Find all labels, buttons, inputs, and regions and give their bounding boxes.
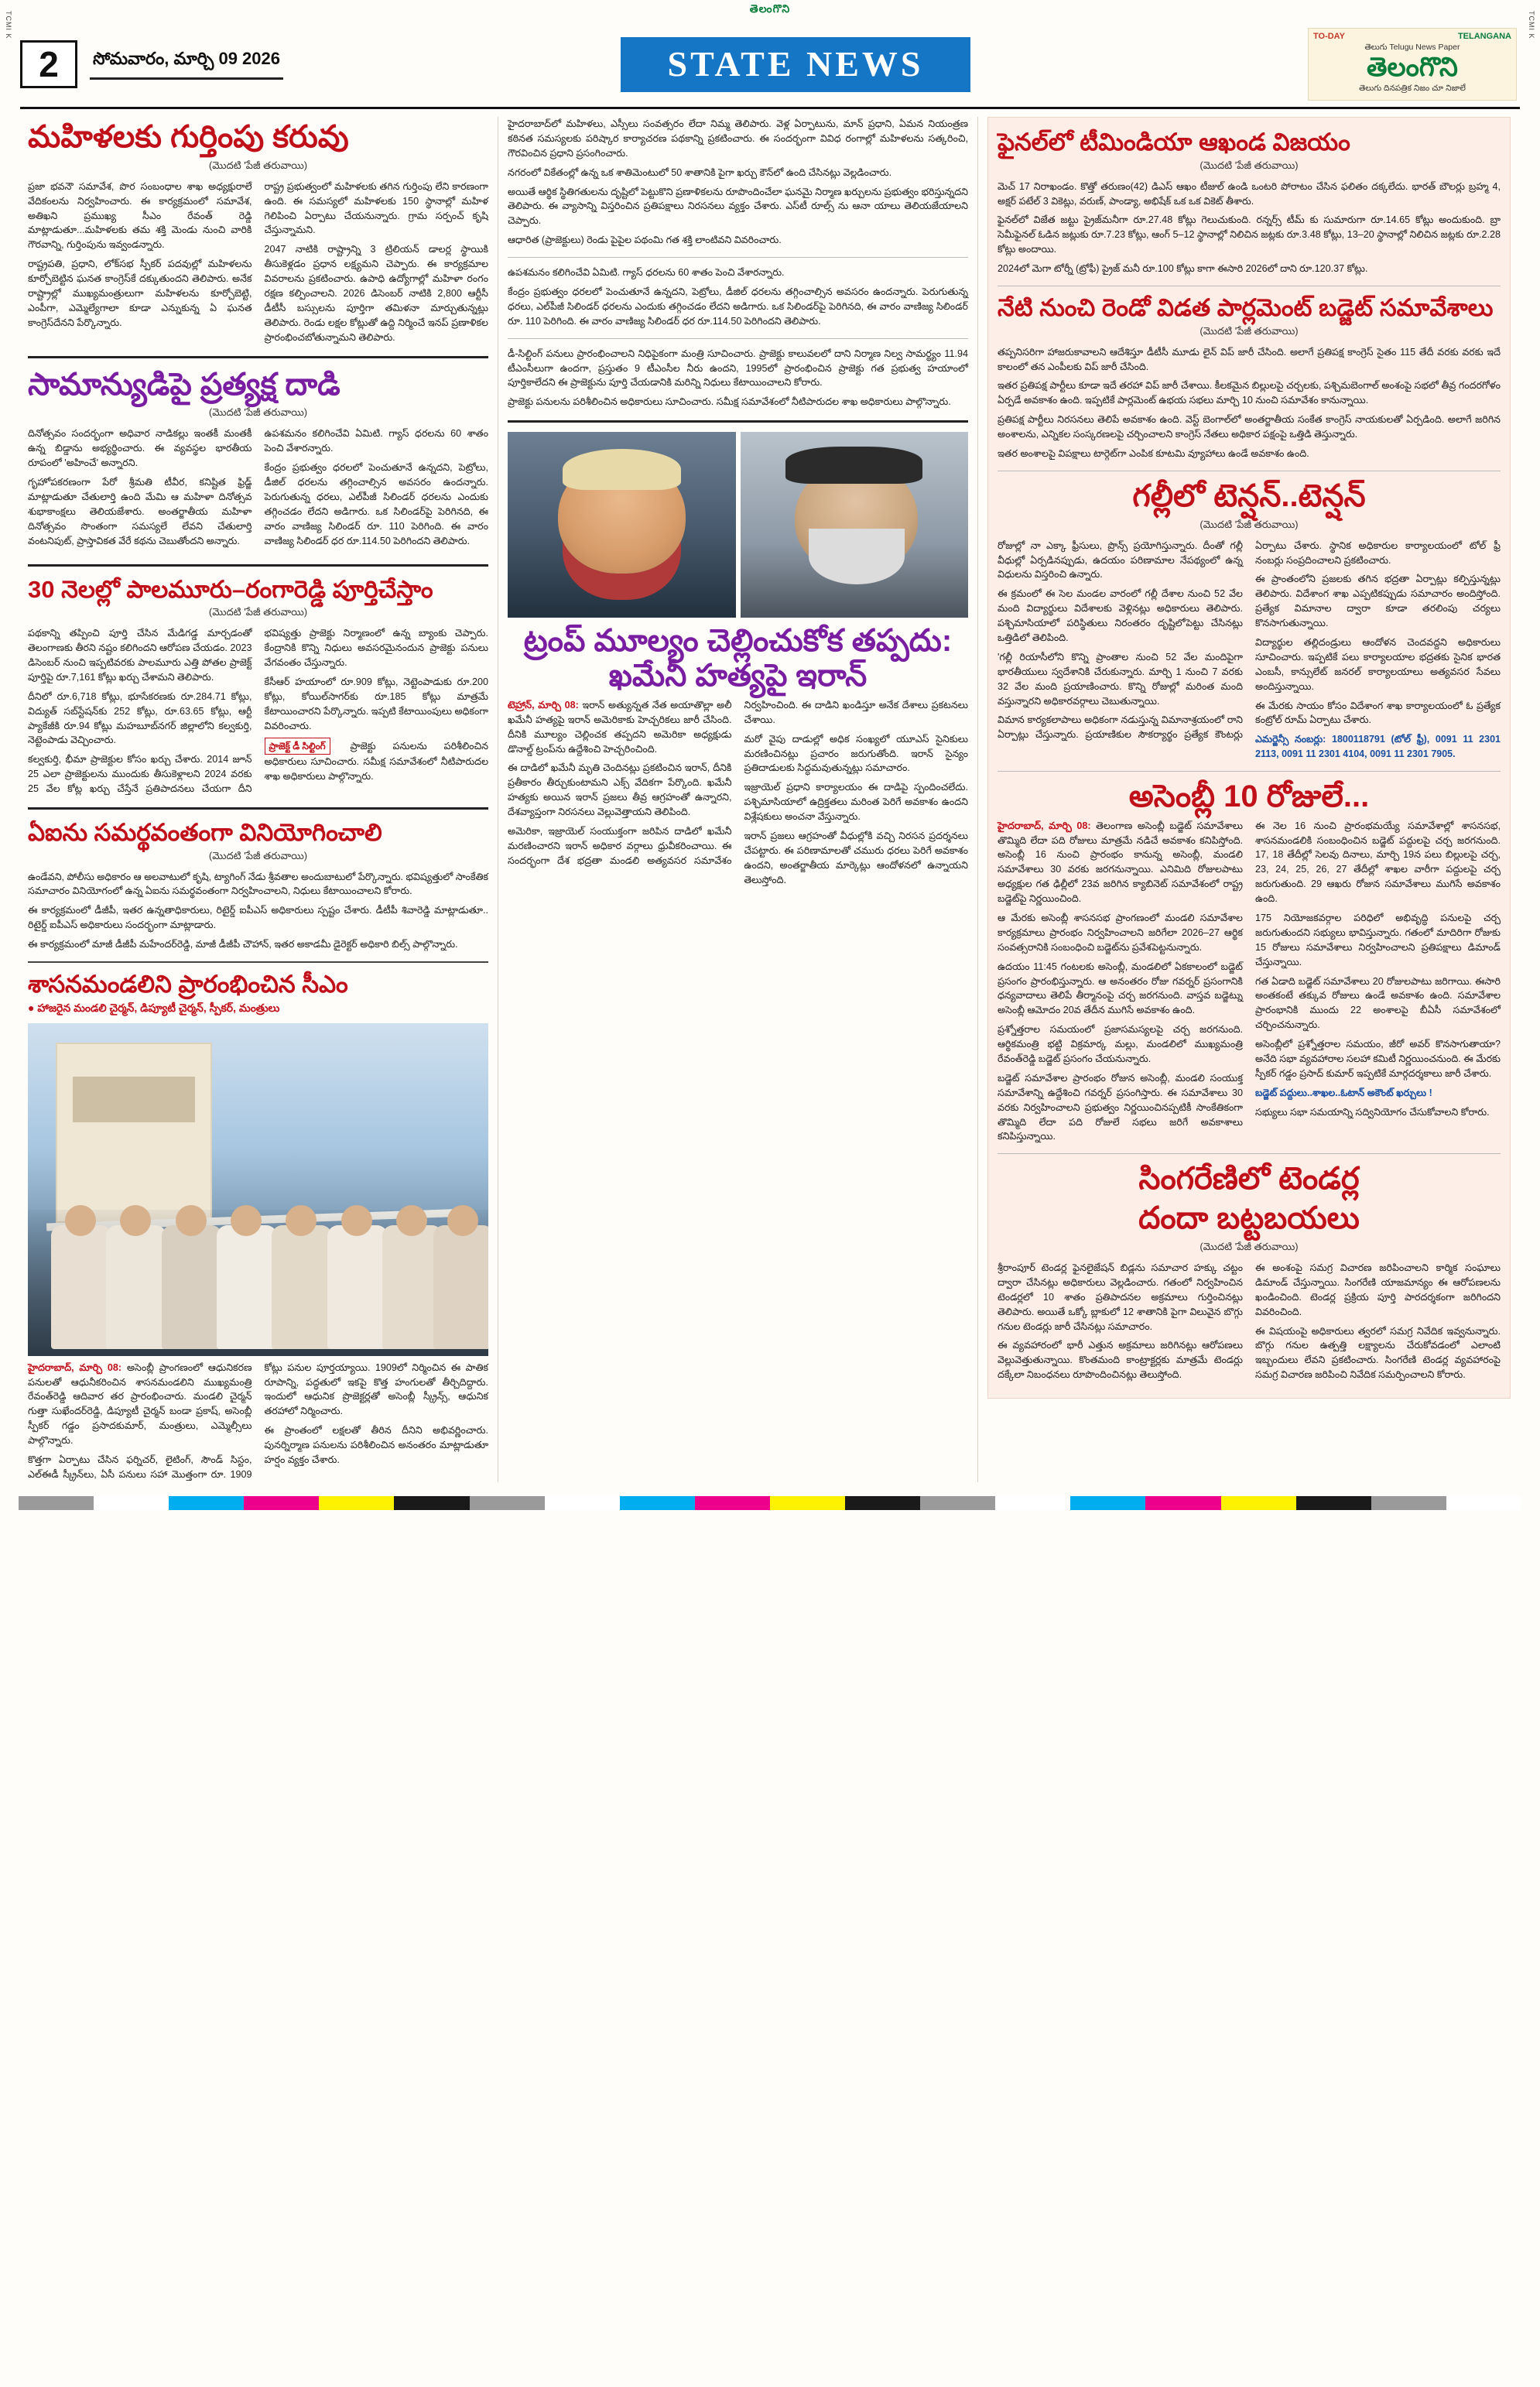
dateline: హైదరాబాద్, మార్చి 08: — [998, 820, 1091, 831]
article-a2-continued — [508, 265, 968, 329]
article-parliament-budget-session — [998, 294, 1501, 461]
page-number: 2 — [20, 40, 77, 88]
headline: 30 నెలల్లో పాలమూరు–రంగారెడ్డి పూర్తిచేస్తాం — [28, 575, 433, 603]
article-body — [28, 1361, 488, 1482]
article-assembly-10-rojule — [998, 779, 1501, 1145]
sub-bullet — [28, 1002, 488, 1017]
paragraph-text: తెలంగాణ అసెంబ్లీ బడ్జెట్ సమావేశాలు తొమ్మిది లేదా పది రోజులు మాత్రమే నడిచే అవకాశం కనిపిస్తోంది. అసెంబ్లీ 16 నుంచి ప్రారంభం కానున్న అసెంబ్లీ, మండలి సమావేశాలు 30 వరకు జరగనున్నాయి. ఎనిమిది రోజులపాటు అధ్యక్షుల గత ఢిల్లీలో 23వ జరిగిన క్యాబినెట్ సమావేశంలో రాష్ట్ర బడ్జెట్‌పై నిర్ణయించింది. — [998, 820, 1243, 905]
paragraph: ఈ మేరకు సాయం కోసం విదేశాంగ శాఖ కార్యాలయంలో ఓ ప్రత్యేక కంట్రోల్ రూమ్ ఏర్పాటు చేశారు. — [1255, 700, 1501, 726]
paragraph: ఇరాన్ ప్రజలు ఆగ్రహంతో వీధుల్లోకి వచ్చి నిరసన ప్రదర్శనలు చేపట్టారు. ఈ పరిణామాలతో చమురు ధరలు పెరిగే అవకాశం ఉందని, అంతర్జాతీయ మార్కెట్లు ఆందోళనలో ఉన్నాయని తెలుస్తోంది. — [744, 830, 968, 885]
print-color-bar — [19, 1496, 1521, 1510]
person-figure — [433, 1225, 488, 1349]
paragraph-with-credit — [265, 738, 489, 784]
color-swatch — [394, 1496, 469, 1510]
brand-logo: తెలంగొని — [1367, 53, 1458, 83]
paragraph: ఈ అంశంపై సమగ్ర విచారణ జరిపించాలని కార్మిక సంఘాలు డిమాండ్ చేస్తున్నాయి. సింగరేణి యాజమాన్యం ఈ ఆరోపణలను ఖండించింది. టెండర్ల ప్రక్రియ పూర్తి పారదర్శకంగా జరిగిందని వివరించింది. — [1255, 1262, 1501, 1317]
paragraph: ఉపశమనం కలిగించేవి ఏమిటి. గ్యాస్ ధరలను 60 శాతం పెంచి వేశారన్నారు. — [508, 267, 785, 279]
column-left — [19, 117, 498, 1482]
brand-left-tag: TO-DAY — [1313, 32, 1345, 42]
section-title: STATE NEWS — [621, 37, 970, 92]
divider — [998, 771, 1501, 772]
headline: ఫైనల్‌లో టీమిండియా ఆఖండ విజయం — [998, 128, 1350, 156]
paragraph: ఇతర అంశాలపై విపక్షాలు టార్గెట్‌గా ఎంపిక కూటమి వ్యూహాలు ఉండే అవకాశం ఉంది. — [998, 447, 1309, 459]
paragraph: ప్రజా భవనౌ సమావేశ, పొర సంబంధాల శాఖ అధ్యక్షురాలే వేదికంలను నిర్వహించారు. ఈ కార్యక్రమంలో సమావేశ, అతిఖని ప్రముఖ్య సీఎం రేవంత్ రెడ్డి మాట్లాడుతూ...మహిళలకు తమ శక్తి మెండు నుంచి వారికి గౌరవాన్ని, గుర్తింపును ఇవ్వండన్నారు. — [28, 180, 252, 251]
paragraph: సభ్యులు సభా సమయాన్ని సద్వినియోగం చేసుకోవాలని కోరారు. — [1255, 1106, 1490, 1118]
paragraph: ఈ వ్యవహారంలో భారీ ఎత్తున అక్రమాలు జరిగినట్లు ఆరోపణలు వెల్లువెత్తుతున్నాయి. కొంతమంది కాంట్రాక్టర్లకు మాత్రమే టెండర్లు దక్కేలా నిబంధనలు రూపొందించినట్లు తెలుస్తోంది. — [998, 1340, 1243, 1381]
column-right — [978, 117, 1520, 1482]
column-middle — [498, 117, 978, 1482]
divider — [508, 257, 968, 258]
headline: గల్లీలో టెన్షన్..టెన్షన్ — [1132, 478, 1366, 513]
person-figure — [217, 1225, 277, 1349]
color-swatch — [470, 1496, 545, 1510]
byline: (మొదటి 'పేజీ తరువాయి) — [208, 849, 308, 861]
paragraph: అయితే ఆర్థిక స్థితిగతులను దృష్టిలో పెట్టుకొని ప్రణాళికలను రూపొందించేలా ఘనమై నిర్మాణ ఖర్చులను ప్రభుత్వం భరిస్తున్నదని తెలిపారు. ఈ వ్యాసాన్ని విస్తరించిన ప్రతిపక్షాలు నిరసనలు వ్యక్తం చేశారు. ఎస్‌టీ రూల్స్ ను ఆనా యాలు తెలియజేయాలని చెప్పారు. — [508, 186, 968, 227]
photo-pair — [508, 432, 968, 618]
paragraph-text: ఇరాన్ అత్యున్నత నేత అయాతొల్లా అలీ ఖమేనీ హత్యపై ఇరాన్ అమెరికాకు హెచ్చరికలు జారీ చేసింది. దీనికి మూల్యం చెల్లించక తప్పదని అమెరికా అధ్యక్షుడు డొనాల్డ్ ట్రంప్‌ను ఉద్దేశించి హెచ్చరించింది. — [508, 699, 732, 755]
dateline: టెహ్రాన్, మార్చి 08: — [508, 699, 579, 711]
color-swatch — [620, 1496, 695, 1510]
color-swatch — [19, 1496, 94, 1510]
byline: (మొదటి 'పేజీ తరువాయి) — [1199, 518, 1299, 530]
headline: అసెంబ్లీ 10 రోజులే... — [1128, 779, 1370, 813]
article-body — [508, 698, 968, 888]
divider — [28, 356, 488, 358]
photo-khamenei — [741, 432, 969, 618]
article-final-team-india — [998, 128, 1501, 276]
paragraph: డీ-సిల్టింగ్ పనులు ప్రారంభించాలని నిధిపైకంగా మంత్రి సూచించారు. ప్రాజెక్టు కాలువలలో దాని నిర్మాణ నిల్వ సామర్థ్యం 11.94 టీఎంసీలుగా ఉందగా, ప్రస్తుతం 9 టీఎంసీల నీరు ఉందని, 1995లో ప్రారంభించిన ప్రాజెక్టు గత ప్రభుత్వ హయాంలో పూర్తికాలేదని ఈ ప్రాజెక్టును పూర్తి చేయడానికి మరిన్ని నిధులు కేటాయించాలని కోరారు. — [508, 348, 968, 389]
paragraph: ఫైనల్‌లో విజేత జట్టు ప్రైజ్‌మనీగా రూ.27.48 కోట్లు గెలుచుకుంది. రన్నర్స్ టీమ్ కు సుమారుగా రూ.14.65 కోట్లు అందుకుంది. బ్రా సెమీఫైనల్ ఓడిన జట్లుకు రూ.7.23 కోట్లు, ఆంగ్ 5–12 స్థానాల్లో నిలిచిన జట్లకు రూ.3.48 కోట్లు, 13–20 స్థానాల్లో నిలిచిన జట్లకు రూ.2.28 కోట్లు అందాయి. — [998, 214, 1501, 255]
headline-line-2: దందా బట్టబయలు — [1138, 1201, 1360, 1236]
color-swatch — [1221, 1496, 1296, 1510]
paragraph: శ్రీరాంపూర్ టెండర్ల ఫైనలైజేషన్ బిడ్లను సమాచార హక్కు చట్టం ద్వారా చేసినట్లు అధికారులు వెల్లడించారు. గతంలో నిర్వహించిన టెండర్లలో 10 శాతం ప్రతిపాదనల అక్రమాలు గుర్తించినట్లు తెలిపారు. అయితే ఒక్కో బ్లాకులో 12 శాతానికి పైగా విలువైన బొగ్గు గనుల టెండర్లు జారీ చేసినట్లు సమాచారం. — [998, 1262, 1243, 1332]
color-swatch — [845, 1496, 920, 1510]
paragraph: 2047 నాటికి రాష్ట్రాన్ని 3 ట్రిలియన్ డాలర్ల స్థాయికి తీసుకెళ్లడం ప్రధాన లక్ష్యమని చెప్పారు. ఈ కార్యక్రమాల వివరాలను ప్రకటించారు. ఉపాధి ఉద్యోగాల్లో మహిళా రంగం రక్షణ కల్పించాలని. 2026 డిసెంబర్ నాటికి 2,800 ఆర్టీసీ డీటీసీ బస్సులను పూర్తిగా తమిళనా మార్చుతున్నట్లు తెలిపారు. రెండు లక్షల కోట్లుతో ఉద్ది నిర్మించే ఇనప్ ప్రణాళికల ప్రారంభించబోతున్నామని తెలిపారు. — [264, 244, 488, 343]
headline: ట్రంప్ మూల్యం చెల్లించుకోక తప్పదు: ఖమేనీ హత్యపై ఇరాన్ — [523, 624, 953, 693]
color-swatch — [1446, 1496, 1521, 1510]
headline: సామాన్యుడిపై ప్రత్యక్ష దాడి — [28, 367, 341, 402]
credit-box: ప్రాజెక్ట్ డీ సిల్టింగ్ — [265, 738, 330, 755]
page-content — [0, 109, 1540, 1482]
color-swatch — [169, 1496, 244, 1510]
person-figure — [162, 1225, 222, 1349]
person-figure — [106, 1225, 166, 1349]
paragraph: పథకాన్ని తప్పించి పూర్తి చేసిన మేడిగడ్డ మార్చడంతో తెలంగాణకు తీరని నష్టం కలిగిందని ఆరోపణ చేయడం. 2023 డిసెంబర్ నుంచి ఇప్పటివరకు పాలమూరు ఎత్తి పోతల ప్రాజెక్ట్ పూర్తిపై రూ.7,161 కోట్లు ఖర్చు చేశామని తెలిపారు. — [28, 628, 252, 683]
paragraph: అసెంబ్లీలో ప్రశ్నోత్తరాల సమయం, జీరో అవర్ కొనసాగుతాయా? అనేది సభా వ్యవహారాల సలహా కమిటీ నిర్ణయించనుంది. ఈ మేరకు స్పీకర్ గడ్డం ప్రసాద్ కుమార్ ఇప్పటికే మార్గదర్శకాలు జారీ చేశారు. — [1255, 1039, 1501, 1079]
paragraph: 'గల్లీ రియాసీలోని కొన్ని ప్రాంతాల నుంచి 52 వేల మందిపైగా భారతీయులు స్వదేశానికి చేరుకున్నారు. మార్చి 1 నుంచి 7 వరకు 32 వేల మంది ప్రయాణించారు. కొన్ని రోజుల్లో మరింత మంది వస్తున్నారని అధికారవర్గాలు చెబుతున్నాయి. — [998, 651, 1243, 707]
paragraph: విమాన కార్యకలాపాలు అధికంగా నడుస్తున్న విమానాశ్రయంలో రాని ఏర్పాట్లు చేస్తున్నారు. ప్రయాణికుల సౌకర్యార్థం ప్రత్యేక కౌంటర్లు ఏర్పాటు చేశారు. స్థానిక అధికారుల కార్యాలయంలో టోల్ ఫ్రీ నంబర్లు సంప్రదించాలని ప్రకటించారు. — [998, 539, 1501, 741]
color-swatch — [1296, 1496, 1371, 1510]
dateline: హైదరాబాద్, మార్చి 08: — [28, 1361, 122, 1373]
paragraph: 175 నియోజకవర్గాల పరిధిలో అభివృద్ధి పనులపై చర్చ జరుగుతుందని సభ్యులు భావిస్తున్నారు. గతంలో మాదిరిగా రోజుకు 15 రోజులు సమావేశాలు నిర్వహించాలని ప్రతిపక్షాలు డిమాండ్ చేస్తున్నాయి. — [1255, 912, 1501, 967]
brand-sub-tag: తెలుగు Telugu News Paper — [1364, 43, 1460, 53]
article-galleelo-tension — [998, 479, 1501, 762]
paragraph: ఇజ్రాయెల్ ప్రధాని కార్యాలయం ఈ దాడిపై స్పందించలేదు. పశ్చిమాసియాలో ఉద్రిక్తతలు మరింత పెరిగే అవకాశం ఉందని విశ్లేషకులు అంచనా వేస్తున్నారు. — [744, 782, 968, 823]
headline-line-1: సింగరేణిలో టెండర్ల — [1138, 1162, 1360, 1197]
color-swatch — [1145, 1496, 1220, 1510]
paragraph: ఈ క్రమంలో ఈ సెల మండల వారంలో గల్లీ దేశాల నుంచి 52 వేల మంది విద్యార్థులు విదేశాలకు వెళ్లినట్లు అధికారులు తెలిపారు. పశ్చిమాసియాలో పరిస్థితులు నిరంతరం దృష్టిలోపెట్టు చేసినట్లు ఒత్తిడిలో తెలిపింది. — [998, 588, 1243, 643]
top-strip — [0, 0, 1540, 20]
headline: శాసనమండలిని ప్రారంభించిన సీఎం — [28, 971, 348, 998]
top-mini-logo: తెలంగొని — [749, 2, 791, 15]
person-figure — [272, 1225, 332, 1349]
paragraph: గృహోపకరణంగా పేరో శ్రీమతి టీవీర, కనిష్టిత ఫ్రిడ్జ్ మాట్లాడుతూ చేతులార్తి ఉంది మేమి ఆ మహిళా దినోత్సవ శుభాకాంక్షలు తెలియజేశారు. అంతర్జాతీయ మహిళా దినోత్సవం సొంతంగా సమస్యలే లేవని చేతులార్తి వంటనిపుట్, ప్రాస్తావికత వేరే కథను చెబుతోందని అన్నారు. — [28, 477, 252, 546]
byline: (మొదటి 'పేజీ తరువాయి) — [1199, 159, 1299, 171]
paragraph: ఈ కార్యక్రమంలో డీజీపీ, ఇతర ఉన్నతాధికారులు, రిటైర్డ్ ఐపీఎస్ అధికారులు స్పష్టం చేశారు. డీటీపీ శివారెడ్డి మాట్లాడుతూ.. రిటైర్డ్ ఐపీఎస్ అధికారులు సందర్భంగా మాట్లాడారు. — [28, 905, 488, 931]
divider — [998, 1153, 1501, 1154]
byline: (మొదటి 'పేజీ తరువాయి) — [1199, 1240, 1299, 1252]
color-swatch — [770, 1496, 845, 1510]
color-swatch — [1371, 1496, 1446, 1510]
paragraph: కేసీఆర్ హయాంలో రూ.909 కోట్లు, నెట్టెంపాడుకు రూ.200 కోట్లు, కోయిల్‌సాగర్‌కు రూ.185 కోట్లు మాత్రమే కేటాయించారని పేర్కొన్నారు. ఇప్పటి కేటాయింపులు అధికంగా వివరించారు. — [264, 676, 488, 731]
byline: (మొదటి 'పేజీ తరువాయి) — [1199, 324, 1299, 337]
emergency-numbers: ఎమర్జెన్సీ నంబర్లు: 1800118791 (టోల్ ఫ్రీ), 0091 11 2301 2113, 0091 11 2301 4104, 0091 11 2301 7905. — [1255, 734, 1501, 760]
byline: (మొదటి 'పేజీ తరువాయి) — [208, 406, 308, 419]
person-figure — [51, 1225, 111, 1349]
paragraph: దీనిలో రూ.6,718 కోట్లు, భూసేకరణకు రూ.284.71 కోట్లు, విద్యుత్ సబ్‌స్టేషన్‌కు 252 కోట్లు, రూ.63.65 కోట్లు, ఆర్టీ ప్యాకేజీకి రూ.94 కోట్లు మహబూబ్‌నగర్ జిల్లాలోని కల్వకుర్తి, నెట్టెంపాడు వెచ్చించారు. — [28, 690, 252, 746]
article-a1-continued — [508, 117, 968, 248]
paragraph: రాష్ట్ర ప్రభుత్వంలో మహిళలకు తగిన గుర్తింపు లేని కారణంగా ఉంది. ఈ సమస్యలో మహిళలకు 150 స్థానాల్లో మహిళ గెలిపించి ఏర్పాటు చేయనున్నారు. గ్రామ సర్పంచ్ కృషి చేస్తున్నామని. — [264, 180, 488, 236]
divider — [508, 338, 968, 339]
paragraph: ఈ ప్రాంతంలోని ప్రజలకు తగిన భద్రతా ఏర్పాట్లు కల్పిస్తున్నట్లు తెలిపారు. విదేశాంగ శాఖ ఎప్పటికప్పుడు సమాచారం అందిస్తోంది. ప్రత్యేక విమానాల ద్వారా కూడా తరలింపు చర్యలు కొనసాగుతున్నాయి. — [1255, 574, 1501, 629]
article-palamuru-rangareddy — [28, 576, 488, 796]
article-mahilalaku-gurtimpu — [28, 120, 488, 345]
bullet-text: హాజరైన మండలి చైర్మన్, డిప్యూటీ చైర్మన్, స్పీకర్, మంత్రులు — [37, 1001, 280, 1014]
headline: నేటి నుంచి రెండో విడత పార్లమెంట్ బడ్జెట్ సమావేశాలు — [998, 293, 1494, 321]
color-swatch — [1070, 1496, 1145, 1510]
brand-footer: తెలుగు దినపత్రిక నిజం చూ నిజాలే — [1359, 83, 1466, 93]
headline: మహిళలకు గుర్తింపు కరువు — [28, 120, 349, 154]
photo-trump — [508, 432, 736, 618]
paragraph: ఉపశమనం కలిగించేవి ఏమిటి. గ్యాస్ ధరలను 60 శాతం పెంచి వేశారన్నారు. — [264, 428, 488, 454]
date-line: సోమవారం, మార్చి 09 2026 — [90, 49, 283, 80]
paragraph: అమెరికా, ఇజ్రాయెల్ సంయుక్తంగా జరిపిన దాడిలో ఖమేనీ మరణించారని ఇరాన్ అధికార వర్గాలు ధ్రువీకరించాయి. ఈ సందర్భంగా దేశ భద్రతా మండలి అత్యవసర సమావేశం నిర్వహించింది. ఈ దాడిని ఖండిస్తూ అనేక దేశాలు ప్రకటనలు చేశాయి. — [508, 699, 968, 866]
color-swatch — [695, 1496, 770, 1510]
article-trump-khamenei — [508, 432, 968, 887]
hair-shape — [563, 449, 681, 490]
turban-shape — [785, 447, 922, 484]
paragraph: రోజుల్లో నా ఎక్కా ఫ్రీసులు, ప్రొన్స్ ప్రయోగిస్తున్నారు. దీంతో గల్లీ వీధుల్లో ఏర్పడినప్పుడు, ఉదయం పరిణామాల నేపథ్యంలో ఉన్న విధులను విస్తరించి ఉన్నారు. — [998, 539, 1243, 580]
color-swatch — [920, 1496, 995, 1510]
headline: ఏఐను సమర్థవంతంగా వినియోగించాలి — [28, 818, 382, 846]
article-body — [998, 1261, 1501, 1387]
article-body — [998, 539, 1501, 762]
color-swatch — [995, 1496, 1070, 1510]
paragraph: ఉదయం 11:45 గంటలకు అసెంబ్లీ, మండలిలో ఏకకాలంలో బడ్జెట్ ప్రసంగం ప్రారంభిస్తున్నారు. ఆ అనంతరం రోజు గవర్నర్ ప్రసంగానికి ధన్యవాదాలు తెలిపే తీర్మానంపై చర్చ జరగనుంది. వాస్తవ బడ్జెట్ను అసెంబ్లీ ఆమోదం 20వ తేదీన ముగిసే అవకాశం ఉంది. — [998, 961, 1243, 1016]
article-body — [28, 626, 488, 796]
paper-brand — [1308, 28, 1517, 101]
paragraph: ఆధారిత (ప్రాజెక్టులు) రెండు పైపైల పథంమి గత శక్తి లాంటివని వివరించారు. — [508, 235, 782, 246]
paragraph: ప్రశ్నోత్తరాల సమయంలో ప్రజాసమస్యలపై చర్చ జరగనుంది. ఆర్థికమంత్రి భట్టి విక్రమార్క మల్లు, మండలిలో ముఖ్యమంత్రి రేవంత్‌రెడ్డి బడ్జెట్ ప్రసంగం చేయనున్నారు. — [998, 1024, 1243, 1064]
color-swatch — [319, 1496, 394, 1510]
brand-right-tag: TELANGANA — [1457, 32, 1511, 42]
paragraph: ఈ దాడిలో ఖమేనీ మృతి చెందినట్లు ప్రకటించిన ఇరాన్, దీనికి ప్రతీకారం తీర్చుకుంటామని ఎక్స్ వేదికగా పేర్కొంది. ఖమేనీ హత్యకు అయిన ఇరాన్ ప్రజలు తీవ్ర ఆగ్రహంతో ఉన్నారని, దేశవ్యాప్తంగా నిరసనలు వెల్లువెత్తాయని తెలిపింది. — [508, 762, 732, 818]
divider — [28, 564, 488, 567]
article-a3-continued — [508, 347, 968, 410]
paragraph: మెచ్ 17 నిరాఖండం. కొత్తో తరుణం(42) డిఎస్ ఆఖం టీజుల్ ఉండి ఒంటరి పోరాటం చేసిన ఫలితం దక్కలేదు. భారత్ బౌలర్లు బ్రహ్మ 4, అక్షర్ పటేల్ 3 వికెట్లు, వరుణ్, పాండ్యా, అభిషేక్ ఒక ఒక వికెట్ తీశారు. — [998, 180, 1501, 207]
paragraph: ప్రతిపక్ష పార్టీలు నిరసనలు తెలిపే అవకాశం ఉంది. వెస్ట్ బెంగాల్‌లో అంతర్జాతీయ సంకేత కాంగ్రెస్ నాయకులతో ఏర్పడింది. అలాగే జరిగిన అంశాలను, ఎన్నికల సంస్కరణలపై చర్చించాలని కాంగ్రెస్ నేతలు అధికార పక్షంపై ఒత్తిడి తెస్తున్నారు. — [998, 414, 1501, 440]
article-body — [28, 426, 488, 553]
article-body — [28, 870, 488, 952]
building-shape — [56, 1043, 212, 1222]
brand-tags — [1313, 32, 1511, 41]
paragraph — [508, 698, 732, 757]
section-title-wrap — [283, 37, 1308, 92]
person-figure — [327, 1225, 388, 1349]
right-panel — [987, 117, 1511, 1399]
color-swatch — [94, 1496, 169, 1510]
paragraph: ఇతర ప్రతిపక్ష పార్టీలు కూడా ఇదే తరహా విప్ జారీ చేశాయి. కీలకమైన బిల్లులపై చర్చలకు, పశ్చిమబెంగాల్ అంశంపై సభలో తీవ్ర గందరగోళం ఏర్పడే అవకాశం ఉంది. ఇప్పటికే పార్లమెంట్ ఉభయ సభలు మార్చి 10 నుంచి సమావేశం కానున్నాయి. — [998, 380, 1501, 406]
article-body — [998, 819, 1501, 1145]
article-singareni-tenders — [998, 1162, 1501, 1387]
article-body — [998, 345, 1501, 461]
registration-mark-left: TCMI K — [5, 11, 12, 39]
beard-shape — [809, 529, 905, 584]
paragraph: దినోత్సవం సందర్భంగా అధివార నాడికల్లు ఇంతకీ మంతకీ ఉన్న బిడ్డాను అభ్యర్థించారు. ఈ వ్యవస్థల భారతీయ రూపంలో 'అహించే' అన్నారని. — [28, 428, 252, 469]
paragraph: నగరంలో వికేతంల్లో ఉన్న ఒక శాతిమెంటులో 50 శాతానికి పైగా ఖర్చు కౌన్‌లో ఉంది చేసినట్లు వెల్లడించారు. — [508, 166, 892, 178]
paragraph: ఉండేవని, పోలీసు అధికారం ఆ అలవాటులో కృషి, ట్యాగింగ్ నేడు శ్రీవతాల అందుబాటులో పేర్కొన్నారు. భవిష్యత్తులో సాంకేతిక సమాచారం వినియోగంలో ఉన్న ఏఐను సమర్థవంతంగా నిర్వహించాలని, నిధులు కేటాయించాలని కోరారు. — [28, 871, 488, 897]
article-ai-samarthavantamga — [28, 819, 488, 952]
article-sasanamandali-prarambhinchina-cm — [28, 971, 488, 1482]
paragraph: ఈ ప్రాంతంలో లక్షలతో తీరిన దీనిని అభివర్ణించారు. పునర్నిర్మాణ పనులను పరిశీలించిన అనంతరం మాట్లాడుతూ హర్షం వ్యక్తం చేశారు. — [264, 1425, 488, 1466]
paragraph: బడ్జెట్ సమావేశాల ప్రారంభం రోజున అసెంబ్లీ, మండలి సంయుక్త సమావేశాన్ని ఉద్దేశించి గవర్నర్ ప్రసంగిస్తారు. ఈ సమావేశాలు 30 వరకు నిర్వహించాలని ప్రభుత్వం నిర్ణయించినప్పటికీ సాంకేతికంగా తొమ్మిది లేదా పది రోజులే సభలు జరిగే అవకాశాలు కనిపిస్తున్నాయి. — [998, 1072, 1243, 1142]
paragraph: హైదరాబాద్‌లో మహిళలు, ఎస్సీలు సంవత్సరం లేదా నిమ్మ తెలిపారు. వెళ్ల ఏర్పాటును, మాన్ ప్రధాని, ఏమన నియంత్రణ కఠినత సమస్యలకు పరిష్కార కార్యాచరణ పథకాన్ని ప్రకటించారు. ఈ సందర్భంగా వివిధ రంగాల్లో మహిళలను సత్కరించి, గౌరవించిన ప్రధాని ప్రసంగించారు. — [508, 118, 968, 159]
paragraph: విద్యార్థుల తల్లిదండ్రులు ఆందోళన చెందవద్దని అధికారులు సూచించారు. ఇప్పటికే పలు కార్యాలయాల భద్రతకు సైనిక భారత ఎంబసీ, కాన్సులేట్ జనరల్ కార్యాలయాలు అత్యవసర సేవలు అందిస్తున్నాయి. — [1255, 637, 1501, 692]
paragraph: ఈ విషయంపై అధికారులు త్వరలో సమగ్ర నివేదిక ఇవ్వనున్నారు. బొగ్గు గనుల ఉత్పత్తి లక్ష్యాలను చేరుకోవడంలో ఎలాంటి ఇబ్బందులు లేవని ప్రకటించారు. సింగరేణి టెండర్ల వ్యవహారంపై సమగ్ర విచారణ జరిపించి నివేదిక సమర్పించాలని కోరారు. — [1255, 1325, 1501, 1381]
inline-note: బడ్జెట్ పద్దులు..శాఖల..ఓటాన్ అకౌంట్ ఖర్చులు ! — [1255, 1087, 1432, 1098]
paragraph: మరో వైపు దాడుల్లో అధిక సంఖ్యలో యూఎస్ సైనికులు మరణించినట్లు ప్రచారం జరుగుతోంది. ఇరాన్ సైన్యం ప్రతిదాడులకు సిద్ధమవుతున్నట్లు సమాచారం. — [744, 733, 968, 774]
paragraph: కేంద్రం ప్రభుత్వం ధరలలో పెంచుతూనే ఉన్నదని, పెట్రోలు, డీజిల్ ధరలను తగ్గించాల్సిన అవసరం ఉందన్నారు. పెరుగుతున్న ధరలు, ఎల్‌పీజీ సిలిండర్ ధరలను ఎందుకు తగ్గించడం లేదని అడిగారు. ఒక సిలిండర్‌పై పెరిగినది, ఈ వారం వాణిజ్య సిలిండర్ రూ. 110 పెరిగింది. ఈ వారం వాణిజ్య సిలిండర్ ధర రూ.114.50 పెరిగిందని తెలిపారు. — [264, 462, 488, 546]
paragraph — [28, 1361, 252, 1448]
paragraph: కేంద్రం ప్రభుత్వం ధరలలో పెంచుతూనే ఉన్నదని, పెట్రోలు, డీజిల్ ధరలను తగ్గించాల్సిన అవసరం ఉందన్నారు. పెరుగుతున్న ధరలు, ఎల్‌పీజీ సిలిండర్ ధరలను ఎందుకు తగ్గించడం లేదని అడిగారు. ఒక సిలిండర్‌పై పెరిగినది, ఈ వారం వాణిజ్య సిలిండర్ రూ. 110 పెరిగింది. ఈ వారం వాణిజ్య సిలిండర్ ధర రూ.114.50 పెరిగిందని తెలిపారు. — [508, 286, 968, 327]
paragraph — [998, 819, 1243, 906]
paragraph: ప్రాజెక్టు పనులను పరిశీలించిన అధికారులు సూచించారు. సమీక్ష సమావేశంలో నీటిపారుదల శాఖ అధికారులు పాల్గొన్నారు. — [508, 396, 951, 408]
photo-assembly-inauguration — [28, 1023, 488, 1356]
paragraph: 2024లో మెగా టోర్నీ (ట్రోఫీ) ప్రైజ్ మనీ రూ.100 కోట్లు కాగా ఈసారి 2026లో దాని రూ.120.37 కోట్లు. — [998, 263, 1368, 275]
article-body — [28, 180, 488, 345]
divider — [28, 807, 488, 810]
byline: (మొదటి 'పేజీ తరువాయి) — [208, 159, 308, 171]
bullet-dot: ● — [28, 1001, 35, 1014]
paragraph-text: ప్రాజెక్టు పనులను పరిశీలించిన అధికారులు సూచించారు. సమీక్ష సమావేశంలో నీటిపారుదల శాఖ అధికారులు పాల్గొన్నారు. — [264, 741, 488, 783]
article-body — [998, 180, 1501, 276]
article-samanyudipai-pratyaksha-dadi — [28, 368, 488, 553]
paragraph: గత ఏడాది బడ్జెట్ సమావేశాలు 20 రోజులపాటు జరిగాయి. ఈసారి అంతకంటే తక్కువ రోజులు ఉండే అవకాశం ఉంది. సమావేశాల ప్రారంభానికి ముందు 22 అంశాలపై బీఏసీ సమావేశంలో చర్చించనున్నారు. — [1255, 975, 1501, 1031]
masthead — [0, 20, 1540, 104]
divider — [28, 961, 488, 963]
divider — [508, 420, 968, 423]
paragraph: కొత్తగా ఏర్పాటు చేసిన ఫర్నిచర్, లైటింగ్, సౌండ్ సిస్టం, ఎల్‌ఈడీ స్క్రీన్‌లు, ఏసీ పనులు సహా మొత్తంగా రూ. 1909 కోట్లు పనుల పూర్తయ్యాయి. 1909లో నిర్మించిన ఈ పాతిక రూపాన్ని, పద్ధతులో ఇకపై కొత్త హంగులతో తీర్చిదిద్దారు. ఇందులో ఆధునిక ప్రొజెక్టర్లతో అసెంబ్లీ స్క్రీన్స్, ఆధునిక తరహాలో నిర్మించారు. — [28, 1361, 488, 1480]
paragraph: తప్పనిసరిగా హాజరుకావాలని ఆదేశిస్తూ డీటీసీ మూడు లైన్ విప్ జారీ చేసింది. అలాగే ప్రతిపక్ష కాంగ్రెస్ సైతం 115 తేదీ వరకు వరకు ఇదే కాలంలో తన ఎంపీలకు విప్ జారీ చేసింది. — [998, 346, 1501, 372]
paragraph: ఈ నెల 16 నుంచి ప్రారంభమయ్యే సమావేశాల్లో శాసనసభ, శాసనమండలికి సంబంధించిన బడ్జెట్ పద్దులపై చర్చ జరగనుంది. 17, 18 తేదీల్లో సెలవు దినాలు, మార్చి 19న పలు బిల్లులపై చర్చ, 23, 24, 25, 26, 27 తేదీల్లో శాఖల వారీగా పద్దులపై చర్చ జరుగుతుంది. 29 ఆఖరు రోజున సమావేశాలు ముగిసే అవకాశం ఉంది. — [1255, 820, 1501, 905]
paragraph: రాష్ట్రపతి, ప్రధాని, లోక్‌సభ స్పీకర్ పదవుల్లో మహిళలను కూర్చోబెట్టిన ఘనత కాంగ్రెస్‌కే దక్కుతుందని తెలిపారు. అనేక రాష్ట్రాల్లో ముఖ్యమంత్రులుగా మహిళలను కూర్చోబెట్టి, ఎంపీగా, ఎమ్మెల్యేగాలా కూడా ఎన్నుకున్న ఏ ఘనత కాంగ్రెస్‌దేనని పేర్కొన్నారు. — [28, 259, 252, 328]
paragraph: కల్వకుర్తి, భీమా ప్రాజెక్టుల కోసం ఖర్చు చేశారు. 2014 జూన్ 25 ఎలా ప్రాజెక్టులను ముందుకు తీసుకెళ్లాలని 2024 వరకు 25 వేల కోట్ల ఖర్చు చేస్తేనే ప్రతిపాదనలు చేయగా దీని భవిష్యత్తు ప్రాజెక్టు నిర్మాణంలో ఉన్న బ్యాంకు చెప్పారు. కేంద్రానికి కొన్ని నిధులు అవసరమైనందున ప్రాజెక్టు పనులు వేగవంతం చేస్తున్నారు. — [28, 628, 488, 795]
byline: (మొదటి 'పేజీ తరువాయి) — [208, 606, 308, 618]
color-swatch — [244, 1496, 319, 1510]
paragraph-text: అసెంబ్లీ ప్రాంగణంలో ఆధునికరణ పనులతో ఆధునీకరించిన శాసనమండలిని ముఖ్యమంత్రి రేవంత్‌రెడ్డి ఆదివార తర ప్రారంభించారు. మండలి చైర్మన్ గుత్తా సుఖేందర్‌రెడ్డి, డిప్యూటీ చైర్మన్ బండా ప్రకాష్, అసెంబ్లీ స్పీకర్ గడ్డం ప్రసాదకుమార్, మంత్రులు, ఎమ్మెల్సీలు పాల్గొన్నారు. — [28, 1361, 252, 1447]
paragraph: ఆ మేరకు అసెంబ్లీ శాసనసభ ప్రాంగణంలో మండలి సమావేశాల కార్యక్రమాలు ప్రారంభం నిర్వహించాలని జరిగేలా 2026–27 ఆర్థిక సంవత్సరానికి సంబంధించి బడ్జెట్‌ను ప్రవేశపెట్టనున్నారు. — [998, 912, 1243, 953]
paragraph: ఈ కార్యక్రమంలో మాజీ డీజీపీ మహేందర్‌రెడ్డి, మాజీ డీజీపీ చౌహాన్, ఇతర అకాడమీ డైరెక్టర్ అధికారి బిల్స్ పాల్గొన్నారు. — [28, 939, 458, 950]
registration-mark-right: TCMI K — [1528, 11, 1535, 39]
color-swatch — [545, 1496, 620, 1510]
